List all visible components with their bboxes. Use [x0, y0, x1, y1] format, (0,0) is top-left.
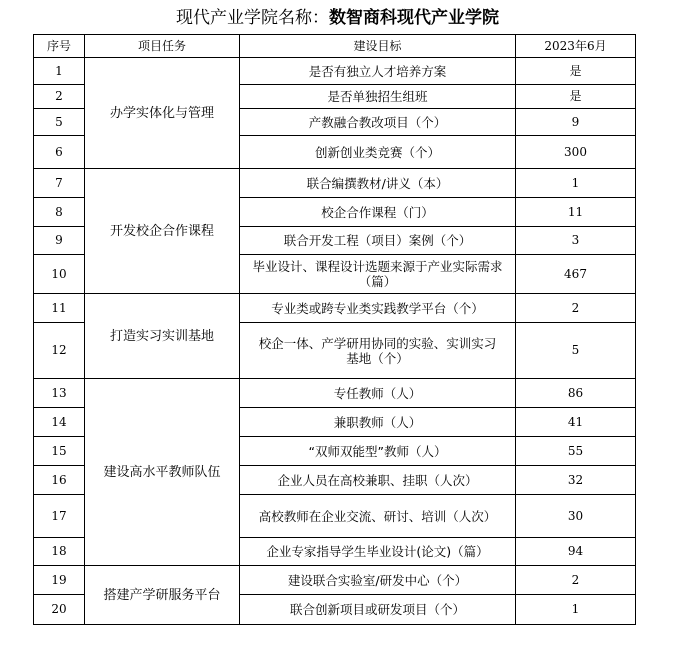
- goal-cell: 联合创新项目或研发项目（个）: [240, 595, 516, 625]
- college-name: 数智商科现代产业学院: [329, 8, 499, 28]
- table-row: [34, 58, 636, 85]
- seq-cell: 1: [34, 58, 85, 85]
- goals-table: [33, 34, 636, 625]
- seq-cell: 16: [34, 466, 85, 495]
- goal-cell: 是否单独招生组班: [240, 85, 516, 109]
- target-cell: 1: [516, 595, 636, 625]
- seq-cell: 18: [34, 538, 85, 566]
- seq-cell: 15: [34, 437, 85, 466]
- header-seq: 序号: [34, 35, 85, 58]
- seq-cell: 11: [34, 294, 85, 323]
- table-row: [34, 294, 636, 323]
- target-cell: 3: [516, 227, 636, 255]
- seq-cell: 8: [34, 198, 85, 227]
- goal-cell: “双师双能型”教师（人）: [240, 437, 516, 466]
- goal-cell: 毕业设计、课程设计选题来源于产业实际需求（篇）: [240, 255, 516, 294]
- goal-cell: 校企合作课程（门）: [240, 198, 516, 227]
- title-prefix: 现代产业学院名称：: [176, 8, 329, 28]
- goal-cell: 联合编撰教材/讲义（本）: [240, 169, 516, 198]
- task-cell: 打造实习实训基地: [85, 294, 240, 379]
- goal-cell: 专任教师（人）: [240, 379, 516, 408]
- seq-cell: 13: [34, 379, 85, 408]
- seq-cell: 7: [34, 169, 85, 198]
- task-cell: 建设高水平教师队伍: [85, 379, 240, 566]
- seq-cell: 10: [34, 255, 85, 294]
- target-cell: 86: [516, 379, 636, 408]
- target-cell: 55: [516, 437, 636, 466]
- target-cell: 2: [516, 566, 636, 595]
- goal-cell: 专业类或跨专业类实践教学平台（个）: [240, 294, 516, 323]
- seq-cell: 19: [34, 566, 85, 595]
- target-cell: 是: [516, 58, 636, 85]
- page-title: [0, 6, 675, 30]
- target-cell: 41: [516, 408, 636, 437]
- target-cell: 300: [516, 136, 636, 169]
- task-cell: 办学实体化与管理: [85, 58, 240, 169]
- table-row: [34, 379, 636, 408]
- goal-cell: 高校教师在企业交流、研讨、培训（人次）: [240, 495, 516, 538]
- seq-cell: 14: [34, 408, 85, 437]
- target-cell: 11: [516, 198, 636, 227]
- seq-cell: 6: [34, 136, 85, 169]
- target-cell: 32: [516, 466, 636, 495]
- goal-cell: 创新创业类竞赛（个）: [240, 136, 516, 169]
- goal-cell: 联合开发工程（项目）案例（个）: [240, 227, 516, 255]
- goal-line: 校企一体、产学研用协同的实验、实训实习: [258, 335, 497, 351]
- seq-cell: 20: [34, 595, 85, 625]
- target-cell: 9: [516, 109, 636, 136]
- header-task: 项目任务: [85, 35, 240, 58]
- target-cell: 467: [516, 255, 636, 294]
- goal-cell: 建设联合实验室/研发中心（个）: [240, 566, 516, 595]
- seq-cell: 12: [34, 323, 85, 379]
- table-row: [34, 566, 636, 595]
- table-row: [34, 169, 636, 198]
- goal-cell: 兼职教师（人）: [240, 408, 516, 437]
- target-cell: 是: [516, 85, 636, 109]
- goal-cell: 产教融合教改项目（个）: [240, 109, 516, 136]
- task-cell: 开发校企合作课程: [85, 169, 240, 294]
- target-cell: 2: [516, 294, 636, 323]
- target-cell: 30: [516, 495, 636, 538]
- seq-cell: 17: [34, 495, 85, 538]
- table-header-row: [34, 35, 636, 58]
- seq-cell: 2: [34, 85, 85, 109]
- header-goal: 建设目标: [240, 35, 516, 58]
- goal-line: 基地（个）: [346, 350, 409, 366]
- seq-cell: 9: [34, 227, 85, 255]
- goal-cell: 企业专家指导学生毕业设计(论文)（篇）: [240, 538, 516, 566]
- goal-cell: 企业人员在高校兼职、挂职（人次）: [240, 466, 516, 495]
- target-cell: 94: [516, 538, 636, 566]
- goal-cell: 是否有独立人才培养方案: [240, 58, 516, 85]
- target-cell: 1: [516, 169, 636, 198]
- header-target: 2023年6月: [516, 35, 636, 58]
- seq-cell: 5: [34, 109, 85, 136]
- target-cell: 5: [516, 323, 636, 379]
- task-cell: 搭建产学研服务平台: [85, 566, 240, 625]
- goal-cell: [240, 323, 516, 379]
